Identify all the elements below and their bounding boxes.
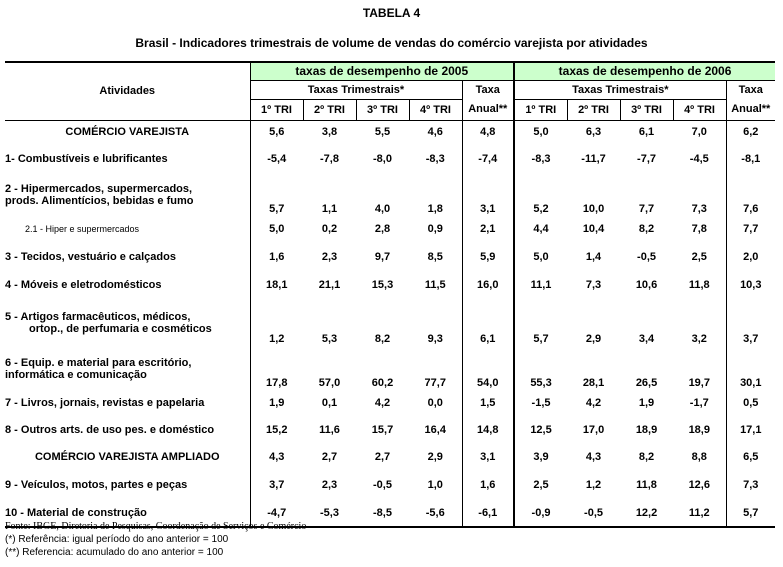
activity-label-line1: 7 - Livros, jornais, revistas e papelaria [5, 397, 205, 409]
table-row [5, 144, 775, 173]
value-cell: 5,5 [374, 126, 391, 139]
value-cell: 7,3 [585, 279, 602, 291]
q3-2006-header: 3º TRI [620, 99, 673, 120]
value-cell: 3,4 [638, 333, 655, 345]
activity-label [5, 241, 250, 272]
value-cell: 11,1 [514, 272, 567, 298]
table-subtitle: Brasil - Indicadores trimestrais de volume de vendas do comércio varejista por atividades [135, 36, 648, 50]
q4-2006-header: 4º TRI [673, 99, 726, 120]
value-cell: 6,1 [462, 298, 514, 347]
value-cell: 10,6 [635, 279, 658, 291]
value-cell: 1,0 [427, 478, 443, 491]
activity-label-line1: 2.1 - Hiper e supermercados [25, 224, 140, 234]
value-cell: 1,2 [250, 298, 303, 347]
activity-label-line1: 9 - Veículos, motos, partes e peças [5, 478, 188, 491]
value-cell: 12,6 [688, 478, 710, 491]
annual-header-2005-top: Taxa [462, 80, 514, 99]
value-cell: 15,2 [250, 415, 303, 445]
value-cell: 4,6 [427, 126, 443, 139]
value-cell: -8,3 [514, 144, 567, 173]
value-cell: 5,6 [250, 120, 303, 144]
value-cell: 1,6 [250, 241, 303, 272]
value-cell: -0,5 [637, 250, 657, 263]
activity-label [5, 391, 250, 415]
value-cell: 5,0 [250, 217, 303, 241]
annual-header-2005-bottom: Anual** [462, 99, 514, 120]
value-cell: 16,4 [424, 424, 446, 436]
value-cell: 1,9 [250, 391, 303, 415]
table-notes [5, 521, 775, 559]
value-cell: 57,0 [318, 377, 341, 389]
value-cell: -5,6 [425, 507, 445, 519]
value-cell: -1,7 [689, 397, 709, 409]
value-cell: 7,8 [691, 223, 707, 235]
activity-label [5, 217, 250, 241]
activity-label [5, 347, 250, 391]
value-cell: 6,2 [726, 120, 775, 144]
value-cell: 2,0 [726, 241, 775, 272]
value-cell: 5,7 [514, 298, 567, 347]
value-cell: -4,7 [250, 500, 303, 527]
value-cell: -11,7 [581, 152, 606, 165]
quarterly-header-2005: Taxas Trimestrais* [250, 80, 462, 99]
value-cell: 16,0 [462, 272, 514, 298]
value-cell: 11,2 [688, 507, 710, 519]
value-cell: 10,3 [726, 272, 775, 298]
value-cell: -1,5 [514, 391, 567, 415]
value-cell: 26,5 [635, 377, 658, 389]
value-cell: 12,2 [635, 507, 658, 519]
value-cell: -5,3 [320, 507, 339, 519]
value-cell: 1,8 [427, 203, 443, 215]
activity-label [5, 469, 250, 500]
value-cell: 60,2 [371, 377, 394, 389]
value-cell: 3,8 [321, 126, 338, 139]
value-cell: 5,3 [321, 333, 338, 345]
table-row [5, 469, 775, 500]
activity-label [5, 272, 250, 298]
value-cell: 11,8 [688, 279, 710, 291]
footnote-annual: (**) Referencia: acumulado do ano anterior = 100 [5, 547, 224, 558]
value-cell: -8,5 [373, 507, 392, 519]
value-cell: -0,9 [514, 500, 567, 527]
group-header-2006: taxas de desempenho de 2006 [514, 62, 775, 80]
value-cell: 4,2 [585, 397, 602, 409]
table-row [5, 272, 775, 298]
value-cell: 7,6 [726, 173, 775, 217]
value-cell: 3,2 [691, 333, 707, 345]
value-cell: 6,1 [638, 126, 655, 139]
table-row [5, 415, 775, 445]
activity-label-line1: 4 - Móveis e eletrodomésticos [5, 279, 162, 291]
activity-label-line1: 10 - Material de construção [5, 507, 147, 519]
value-cell: 3,9 [514, 445, 567, 469]
value-cell: 3,1 [462, 173, 514, 217]
value-cell: 8,8 [691, 451, 707, 463]
value-cell: 15,7 [371, 424, 394, 436]
value-cell: -8,1 [726, 144, 775, 173]
activity-column-header: Atividades [5, 62, 250, 120]
value-cell: 0,5 [726, 391, 775, 415]
value-cell: 18,9 [635, 424, 658, 436]
value-cell: 7,0 [691, 126, 707, 139]
value-cell: 6,5 [726, 445, 775, 469]
value-cell: 4,8 [462, 120, 514, 144]
value-cell: 18,9 [688, 424, 710, 436]
value-cell: 3,7 [250, 469, 303, 500]
value-cell: 9,3 [427, 333, 443, 345]
value-cell: 28,1 [582, 377, 605, 389]
activity-label-line2: prods. Alimentícios, bebidas e fumo [5, 195, 194, 207]
activity-label [5, 445, 250, 469]
value-cell: 17,8 [250, 347, 303, 391]
annual-header-2006-top: Taxa [726, 80, 775, 99]
footnote-quarterly: (*) Referência: igual período do ano anterior = 100 [5, 534, 229, 545]
value-cell: 5,0 [514, 120, 567, 144]
q2-2006-header: 2º TRI [567, 99, 620, 120]
value-cell: 14,8 [462, 415, 514, 445]
value-cell: 4,3 [585, 451, 602, 463]
value-cell: 0,1 [321, 397, 338, 409]
value-cell: 2,3 [321, 250, 338, 263]
value-cell: -0,5 [584, 507, 604, 519]
value-cell: 2,5 [514, 469, 567, 500]
activity-label-line2: informática e comunicação [5, 369, 147, 381]
value-cell: 4,3 [250, 445, 303, 469]
value-cell: 7,3 [726, 469, 775, 500]
value-cell: 2,5 [691, 250, 707, 263]
value-cell: -7,4 [462, 144, 514, 173]
table-row [5, 120, 775, 144]
value-cell: 5,0 [514, 241, 567, 272]
value-cell: 9,7 [374, 250, 391, 263]
activity-label-line1: COMÉRCIO VAREJISTA [65, 126, 190, 139]
value-cell: 4,0 [374, 203, 391, 215]
value-cell: 0,2 [321, 223, 338, 235]
annual-header-2006-bottom: Anual** [726, 99, 775, 120]
value-cell: 18,1 [250, 272, 303, 298]
activity-label-line1: COMÉRCIO VAREJISTA AMPLIADO [34, 451, 220, 463]
value-cell: -4,5 [689, 152, 709, 165]
q2-2005-header: 2º TRI [303, 99, 356, 120]
activity-label [5, 144, 250, 173]
value-cell: 5,9 [462, 241, 514, 272]
value-cell: 10,4 [582, 223, 605, 235]
activity-label-line1: 8 - Outros arts. de uso pes. e doméstico [5, 424, 215, 436]
activity-label [5, 415, 250, 445]
value-cell: 12,5 [514, 415, 567, 445]
value-cell: 55,3 [514, 347, 567, 391]
table-row [5, 241, 775, 272]
value-cell: 15,3 [371, 279, 394, 291]
q4-2005-header: 4º TRI [409, 99, 462, 120]
value-cell: 1,2 [585, 478, 602, 491]
value-cell: 4,2 [374, 397, 391, 409]
value-cell: -5,4 [250, 144, 303, 173]
value-cell: 5,2 [514, 173, 567, 217]
value-cell: 54,0 [462, 347, 514, 391]
table-row [5, 217, 775, 241]
value-cell: 2,1 [462, 217, 514, 241]
source-note: Fonte: IBGE, Diretoria de Pesquisas, Coordenação de Serviços e Comércio [5, 521, 307, 532]
value-cell: -6,1 [462, 500, 514, 527]
q1-2005-header: 1º TRI [250, 99, 303, 120]
value-cell: 1,1 [321, 203, 338, 215]
value-cell: 8,2 [638, 223, 655, 235]
activity-label-line1: 5 - Artigos farmacêuticos, médicos, [5, 310, 191, 323]
value-cell: 2,9 [585, 333, 602, 345]
activity-label-line1: 2 - Hipermercados, supermercados, [5, 183, 193, 195]
value-cell: 11,8 [636, 478, 657, 491]
value-cell: 2,8 [374, 223, 391, 235]
value-cell: 77,7 [424, 377, 446, 389]
q3-2005-header: 3º TRI [356, 99, 409, 120]
value-cell: -8,0 [373, 152, 392, 165]
value-cell: 8,5 [427, 250, 443, 263]
activity-label [5, 173, 250, 217]
value-cell: 21,1 [318, 279, 341, 291]
group-header-2005: taxas de desempenho de 2005 [250, 62, 514, 80]
value-cell: 7,3 [691, 203, 707, 215]
value-cell: -7,7 [637, 152, 657, 165]
value-cell: 5,7 [250, 173, 303, 217]
activity-label-line1: 6 - Equip. e material para escritório, [5, 357, 192, 369]
value-cell: 2,7 [321, 451, 338, 463]
table-row [5, 173, 775, 217]
value-cell: -7,8 [320, 152, 339, 165]
value-cell: 1,5 [462, 391, 514, 415]
value-cell: 2,7 [374, 451, 391, 463]
activity-label-line1: 1- Combustíveis e lubrificantes [5, 152, 168, 165]
q1-2006-header: 1º TRI [514, 99, 567, 120]
value-cell: 11,5 [424, 279, 446, 291]
value-cell: 7,7 [638, 203, 655, 215]
value-cell: -0,5 [373, 478, 392, 491]
value-cell: 4,4 [514, 217, 567, 241]
value-cell: 1,6 [462, 469, 514, 500]
table-row [5, 391, 775, 415]
value-cell: 5,7 [726, 500, 775, 527]
value-cell: 19,7 [688, 377, 710, 389]
value-cell: 3,7 [726, 298, 775, 347]
activity-label-line1: 3 - Tecidos, vestuário e calçados [5, 250, 176, 263]
value-cell: 10,0 [582, 203, 605, 215]
value-cell: 7,7 [726, 217, 775, 241]
table-number: TABELA 4 [362, 6, 421, 20]
value-cell: -8,3 [425, 152, 445, 165]
value-cell: 6,3 [585, 126, 602, 139]
value-cell: 2,3 [321, 478, 338, 491]
value-cell: 1,4 [585, 250, 602, 263]
table-row [5, 298, 775, 347]
value-cell: 17,0 [582, 424, 605, 436]
quarterly-header-2006: Taxas Trimestrais* [514, 80, 726, 99]
value-cell: 2,9 [427, 451, 443, 463]
value-cell: 1,9 [638, 397, 655, 409]
value-cell: 0,9 [427, 223, 443, 235]
value-cell: 30,1 [726, 347, 775, 391]
value-cell: 17,1 [726, 415, 775, 445]
retail-indicators-table [5, 61, 775, 528]
value-cell: 8,2 [638, 451, 655, 463]
activity-label [5, 298, 250, 347]
value-cell: 11,6 [319, 424, 340, 436]
table-row [5, 445, 775, 469]
value-cell: 8,2 [374, 333, 391, 345]
activity-label-line2: ortop., de perfumaria e cosméticos [29, 322, 212, 335]
activity-label [5, 120, 250, 144]
value-cell: 3,1 [462, 445, 514, 469]
table-row [5, 347, 775, 391]
value-cell: 0,0 [427, 397, 443, 409]
